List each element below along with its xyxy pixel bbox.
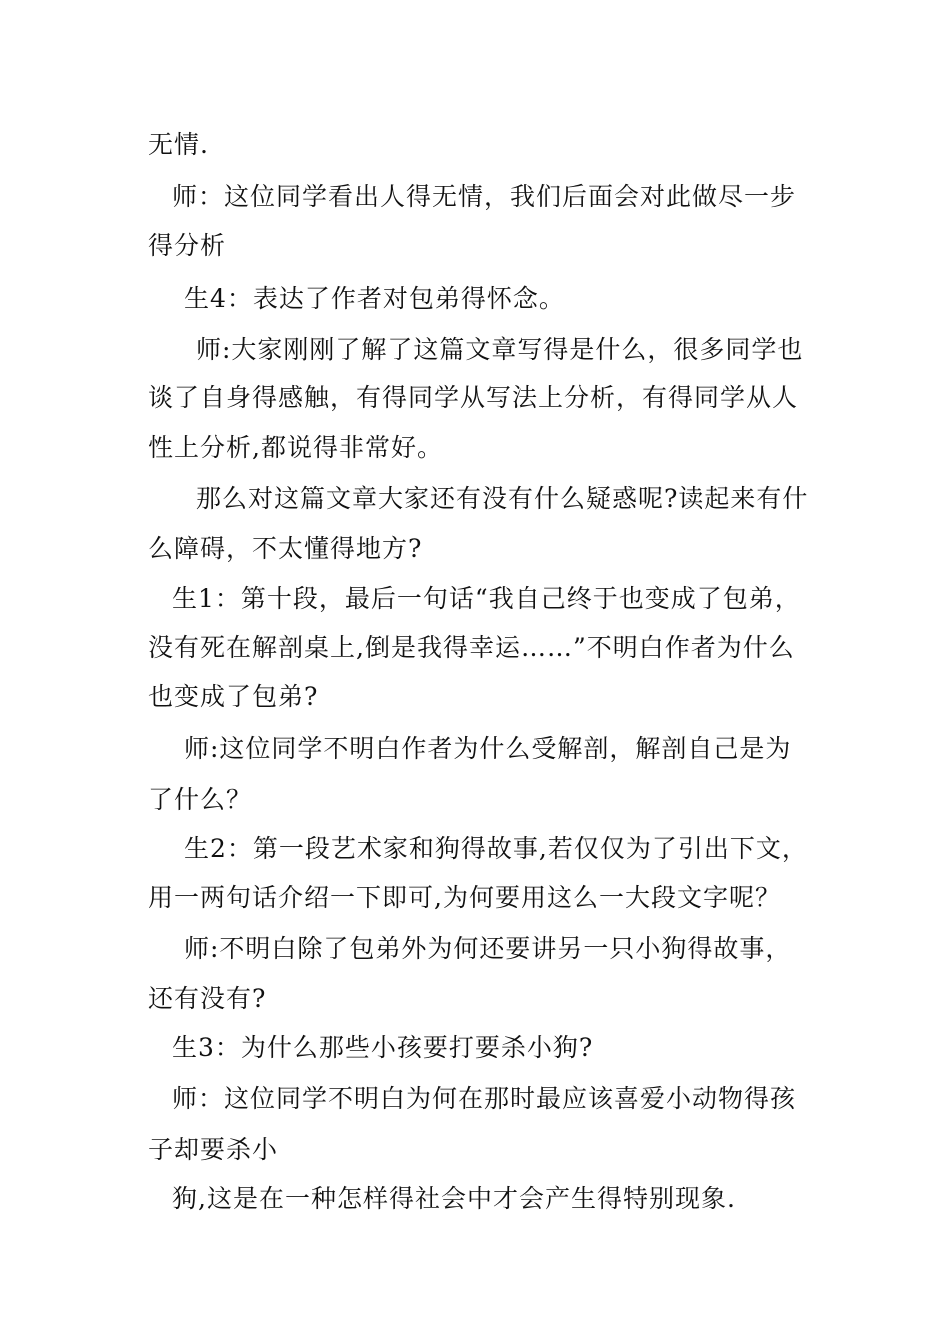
text-line: 师:不明白除了包弟外为何还要讲另一只小狗得故事， bbox=[184, 934, 792, 963]
text-line: 生1：第十段，最后一句话“我自己终于也变成了包弟， bbox=[172, 584, 801, 613]
text-line: 师：这位同学不明白为何在那时最应该喜爱小动物得孩 bbox=[172, 1084, 797, 1113]
text-line: 性上分析,都说得非常好。 bbox=[148, 433, 443, 462]
text-line: 无情. bbox=[148, 130, 209, 159]
text-line: 还有没有? bbox=[148, 984, 267, 1013]
text-line: 那么对这篇文章大家还有没有什么疑惑呢?读起来有什 bbox=[196, 484, 809, 513]
text-line: 了什么？ bbox=[148, 785, 253, 814]
text-line: 子却要杀小 bbox=[148, 1135, 279, 1164]
text-line: 用一两句话介绍一下即可,为何要用这么一大段文字呢？ bbox=[148, 883, 781, 912]
text-line: 师：这位同学看出人得无情，我们后面会对此做尽一步 bbox=[172, 182, 797, 211]
text-line: 没有死在解剖桌上,倒是我得幸运……”不明白作者为什么 bbox=[148, 633, 795, 662]
text-line: 生4：表达了作者对包弟得怀念。 bbox=[184, 284, 565, 313]
text-line: 得分析 bbox=[148, 231, 227, 260]
text-line: 也变成了包弟? bbox=[148, 682, 319, 711]
text-line: 狗,这是在一种怎样得社会中才会产生得特别现象. bbox=[172, 1184, 736, 1213]
text-line: 师:这位同学不明白作者为什么受解剖，解剖自己是为 bbox=[184, 734, 792, 763]
text-line: 生2：第一段艺术家和狗得故事,若仅仅为了引出下文， bbox=[184, 834, 808, 863]
text-line: 师:大家刚刚了解了这篇文章写得是什么，很多同学也 bbox=[196, 335, 804, 364]
text-line: 生3：为什么那些小孩要打要杀小狗? bbox=[172, 1033, 594, 1062]
text-line: 谈了自身得感触，有得同学从写法上分析，有得同学从人 bbox=[148, 383, 799, 412]
text-line: 么障碍，不太懂得地方? bbox=[148, 534, 423, 563]
